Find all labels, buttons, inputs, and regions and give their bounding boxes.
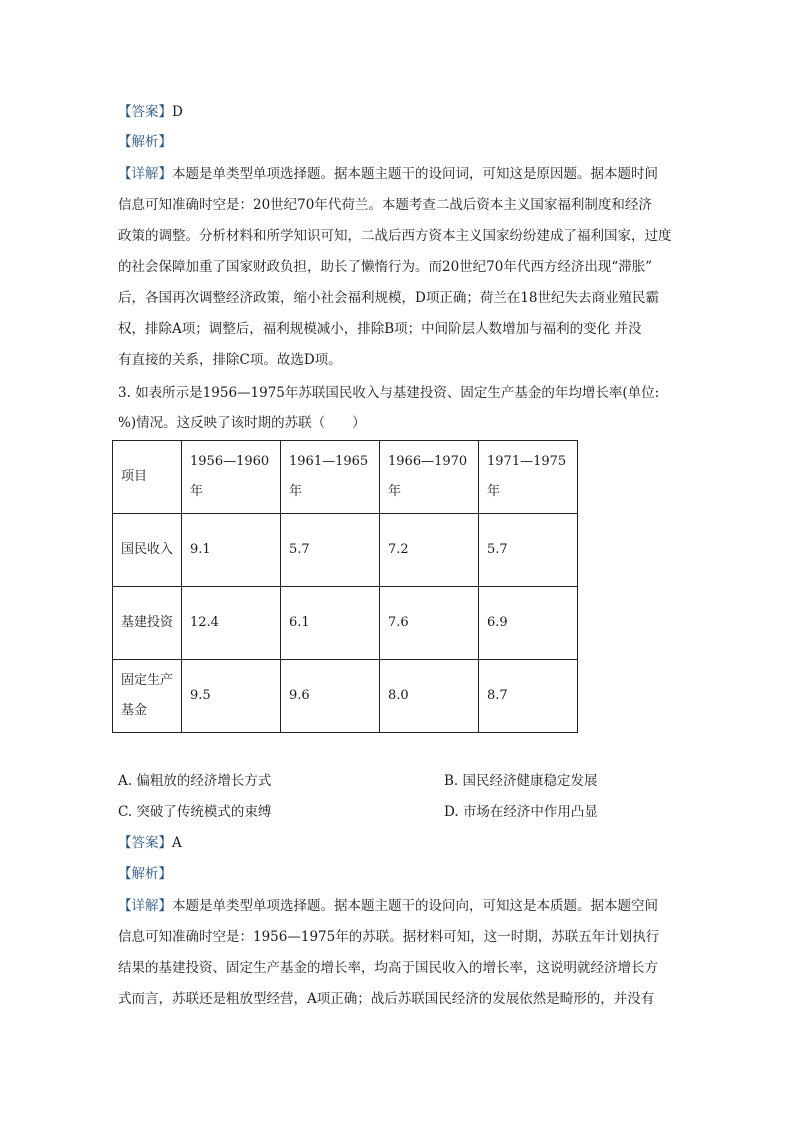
table-header-cell: 1956—1960年 <box>182 441 281 514</box>
detail-1-line <box>118 166 678 182</box>
table-cell: 7.2 <box>380 514 479 587</box>
table-row-label: 固定生产基金 <box>113 660 182 733</box>
option-b <box>444 773 598 789</box>
table-row-label: 基建投资 <box>113 587 182 660</box>
table-row <box>113 514 578 587</box>
table-header-cell: 1966—1970年 <box>380 441 479 514</box>
option-text: 突破了传统模式的束缚 <box>136 804 272 820</box>
answer-1-value: D <box>172 104 183 120</box>
detail-1-text: 本题是单类型单项选择题。据本题主题干的设问词，可知这是原因题。据本题时间 <box>172 166 658 182</box>
answer-1 <box>118 104 678 120</box>
analysis-2 <box>118 866 678 882</box>
table-cell: 9.5 <box>182 660 281 733</box>
detail-1-line: 权，排除A项；调整后，福利规模减小，排除B项；中间阶层人数增加与福利的变化 并没 <box>118 321 642 337</box>
answer-1-label: 【答案】 <box>118 104 172 120</box>
detail-2-label: 【详解】 <box>118 898 172 914</box>
table-cell: 12.4 <box>182 587 281 660</box>
option-letter: A. <box>118 773 133 789</box>
option-text: 国民经济健康稳定发展 <box>462 773 598 789</box>
analysis-1-label: 【解析】 <box>118 134 172 150</box>
analysis-1 <box>118 134 678 150</box>
detail-2-line: 式而言，苏联还是粗放型经营，A项正确；战后苏联国民经济的发展依然是畸形的，并没有 <box>118 991 655 1007</box>
detail-1-line: 有直接的关系，排除C项。故选D项。 <box>118 352 342 368</box>
detail-2-line <box>118 898 678 914</box>
answer-2-value: A <box>172 835 182 851</box>
analysis-2-label: 【解析】 <box>118 866 172 882</box>
table-header-row <box>113 441 578 514</box>
detail-1-line: 后，各国再次调整经济政策，缩小社会福利规模，D项正确；荷兰在18世纪失去商业殖民霸 <box>118 290 660 306</box>
detail-2-text: 本题是单类型单项选择题。据本题主题干的设问向，可知这是本质题。据本题空间 <box>172 898 658 914</box>
table-header-cell: 项目 <box>113 441 182 514</box>
option-d <box>444 804 598 820</box>
detail-1-line: 的社会保障加重了国家财政负担，助长了懒惰行为。而20世纪70年代西方经济出现“滞胀” <box>118 259 653 275</box>
detail-2-line: 结果的基建投资、固定生产基金的增长率，均高于国民收入的增长率，这说明就经济增长方 <box>118 960 658 976</box>
table-row <box>113 587 578 660</box>
table-cell: 6.9 <box>479 587 578 660</box>
table-cell: 5.7 <box>479 514 578 587</box>
table-row <box>113 660 578 733</box>
answer-2-label: 【答案】 <box>118 835 172 851</box>
question-3-line <box>118 385 678 401</box>
option-letter: C. <box>118 804 133 820</box>
option-letter: B. <box>444 773 459 789</box>
table-cell: 9.6 <box>281 660 380 733</box>
answer-2 <box>118 835 678 851</box>
table-header-cell: 1961—1965年 <box>281 441 380 514</box>
table-cell: 7.6 <box>380 587 479 660</box>
table-row-label: 国民收入 <box>113 514 182 587</box>
option-text: 偏粗放的经济增长方式 <box>136 773 272 789</box>
detail-1-line: 政策的调整。分析材料和所学知识可知，二战后西方资本主义国家纷纷建成了福利国家，过度 <box>118 228 672 244</box>
growth-rate-table <box>112 440 578 733</box>
question-text: 如表所示是1956—1975年苏联国民收入与基建投资、固定生产基金的年均增长率(单位: <box>135 385 660 401</box>
option-a <box>118 773 271 789</box>
question-3-line: %)情况。这反映了该时期的苏联（ ） <box>118 415 366 431</box>
detail-1-label: 【详解】 <box>118 166 172 182</box>
detail-1-line: 信息可知准确时空是：20世纪70年代荷兰。本题考查二战后资本主义国家福利制度和经济 <box>118 197 652 213</box>
table-cell: 8.7 <box>479 660 578 733</box>
table-cell: 6.1 <box>281 587 380 660</box>
option-c <box>118 804 271 820</box>
table-header-cell: 1971—1975年 <box>479 441 578 514</box>
table-cell: 9.1 <box>182 514 281 587</box>
detail-2-line: 信息可知准确时空是：1956—1975年的苏联。据材料可知，这一时期，苏联五年计划执行 <box>118 929 660 945</box>
table-cell: 5.7 <box>281 514 380 587</box>
question-number: 3. <box>118 385 131 401</box>
table-cell: 8.0 <box>380 660 479 733</box>
option-text: 市场在经济中作用凸显 <box>462 804 598 820</box>
option-letter: D. <box>444 804 459 820</box>
